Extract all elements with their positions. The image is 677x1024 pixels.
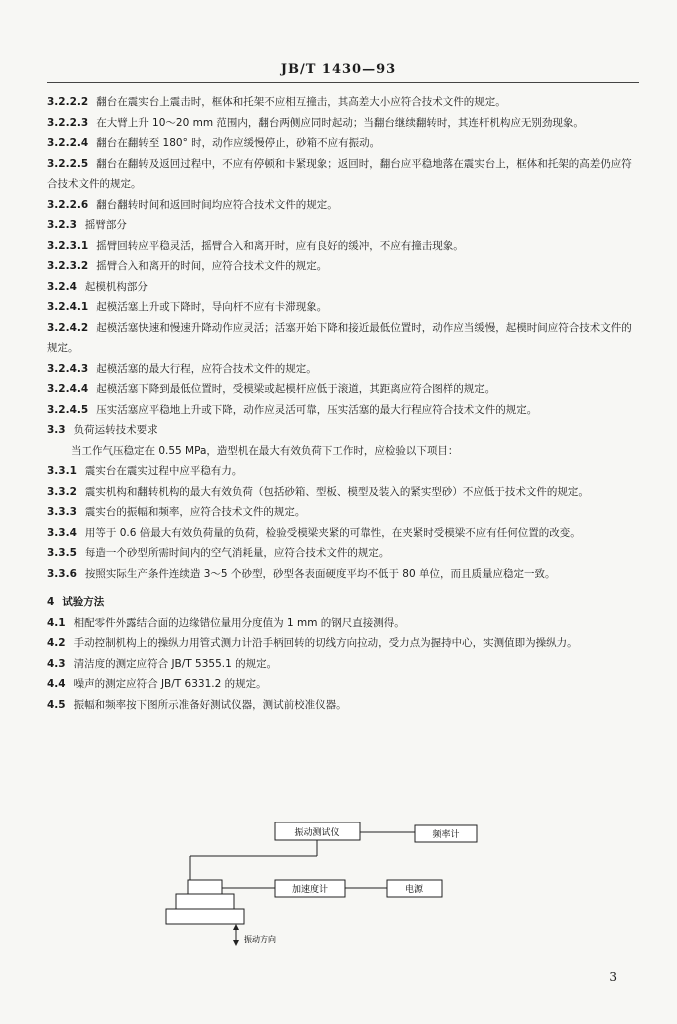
clause-number: 3.2.4.2 bbox=[47, 321, 89, 334]
clause-number: 3.2.3 bbox=[47, 219, 77, 231]
clause-number: 4 bbox=[47, 596, 55, 608]
paragraph bbox=[47, 502, 635, 523]
paragraph bbox=[47, 154, 635, 195]
paragraph bbox=[47, 523, 635, 544]
diagram-box-vibration-tester: 振动测试仪 bbox=[294, 828, 340, 838]
clause-text: 相配零件外露结合面的边缘错位量用分度值为 1 mm 的钢尺直接测得。 bbox=[73, 616, 405, 629]
sensor-block bbox=[188, 880, 222, 894]
paragraph bbox=[47, 420, 635, 441]
clause-text: 振幅和频率按下图所示准备好测试仪器，测试前校准仪器。 bbox=[73, 698, 347, 711]
standard-header: JB/T 1430—93 bbox=[280, 62, 397, 77]
clause-text: 压实活塞应平稳地上升或下降，动作应灵活可靠，压实活塞的最大行程应符合技术文件的规定。 bbox=[96, 403, 538, 416]
clause-text: 摇臂回转应平稳灵活，摇臂合入和离开时，应有良好的缓冲，不应有撞击现象。 bbox=[96, 239, 464, 252]
paragraph bbox=[47, 564, 635, 585]
document-body bbox=[47, 92, 635, 715]
paragraph bbox=[47, 613, 635, 634]
page-number: 3 bbox=[609, 970, 617, 984]
clause-text: 震实机构和翻转机构的最大有效负荷（包括砂箱、型板、模型及装入的紧实型砂）不应低于技术文件的规定。 bbox=[84, 485, 589, 498]
clause-text: 起模活塞的最大行程，应符合技术文件的规定。 bbox=[96, 362, 317, 375]
clause-number: 3.2.2.2 bbox=[47, 96, 89, 108]
clause-text: 清洁度的测定应符合 JB/T 5355.1 的规定。 bbox=[73, 657, 278, 670]
clause-number: 3.2.4.1 bbox=[47, 301, 89, 313]
paragraph bbox=[47, 92, 635, 113]
clause-text: 摇臂部分 bbox=[84, 219, 127, 231]
clause-number: 3.3 bbox=[47, 424, 66, 436]
clause-number: 3.2.3.2 bbox=[47, 260, 89, 272]
paragraph bbox=[47, 318, 635, 359]
clause-text: 起模活塞下降到最低位置时，受模梁或起模杆应低于滚道，其距离应符合图样的规定。 bbox=[96, 383, 496, 395]
clause-number: 3.3.5 bbox=[47, 547, 77, 559]
table-lower bbox=[166, 909, 244, 924]
clause-number: 4.2 bbox=[47, 637, 66, 649]
clause-text: 手动控制机构上的操纵力用管式测力计沿手柄回转的切线方向拉动，受力点为握持中心，实测值即为操纵力。 bbox=[73, 637, 578, 649]
paragraph bbox=[47, 277, 635, 298]
clause-text: 翻台在翻转及返回过程中，不应有停顿和卡紧现象；返回时，翻台应平稳地落在震实台上，框体和托架的高差仍应符合技术文件的规定。 bbox=[47, 157, 632, 190]
table-upper bbox=[176, 894, 234, 909]
clause-text: 在大臂上升 10～20 mm 范围内，翻台两侧应同时起动；当翻台继续翻转时，其连杆机构应无别劲现象。 bbox=[96, 116, 584, 129]
clause-number: 3.2.4.4 bbox=[47, 383, 89, 395]
clause-number: 4.4 bbox=[47, 678, 66, 690]
paragraph bbox=[47, 654, 635, 675]
paragraph bbox=[47, 379, 635, 400]
clause-text: 起模机构部分 bbox=[84, 280, 148, 293]
clause-number: 3.3.2 bbox=[47, 485, 77, 498]
diagram-box-power-supply: 电源 bbox=[404, 885, 424, 895]
clause-text: 翻台翻转时间和返回时间均应符合技术文件的规定。 bbox=[96, 198, 338, 211]
clause-number: 3.2.4.5 bbox=[47, 403, 89, 416]
clause-number: 3.2.2.6 bbox=[47, 198, 89, 211]
clause-text: 按照实际生产条件连续造 3～5 个砂型，砂型各表面硬度平均不低于 80 单位，而且质量应稳定一致。 bbox=[84, 567, 556, 580]
paragraph bbox=[47, 674, 635, 695]
paragraph bbox=[47, 236, 635, 257]
clause-text: 每造一个砂型所需时间内的空气消耗量，应符合技术文件的规定。 bbox=[84, 547, 390, 559]
clause-number: 3.2.4.3 bbox=[47, 362, 89, 375]
test-setup-diagram bbox=[150, 822, 480, 952]
clause-text: 震实台的振幅和频率，应符合技术文件的规定。 bbox=[84, 506, 306, 518]
paragraph bbox=[47, 592, 635, 613]
clause-number: 3.2.3.1 bbox=[47, 239, 89, 252]
clause-number: 4.5 bbox=[47, 698, 66, 711]
clause-text: 起模活塞快速和慢速升降动作应灵活；活塞开始下降和接近最低位置时，动作应当缓慢，起模时间应符合技术文件的规定。 bbox=[47, 321, 632, 354]
clause-number: 3.3.1 bbox=[47, 465, 77, 477]
header-rule bbox=[47, 82, 639, 83]
clause-text: 噪声的测定应符合 JB/T 6331.2 的规定。 bbox=[73, 678, 267, 690]
clause-text: 震实台在震实过程中应平稳有力。 bbox=[84, 465, 243, 477]
paragraph bbox=[47, 133, 635, 154]
paragraph bbox=[47, 633, 635, 654]
clause-text: 试验方法 bbox=[62, 596, 105, 608]
diagram-box-frequency-meter: 频率计 bbox=[432, 830, 460, 840]
clause-number: 3.2.4 bbox=[47, 280, 77, 293]
clause-number: 3.2.2.4 bbox=[47, 137, 89, 149]
paragraph bbox=[47, 113, 635, 134]
paragraph bbox=[47, 543, 635, 564]
clause-number: 3.3.3 bbox=[47, 506, 77, 518]
paragraph bbox=[47, 482, 635, 503]
paragraph bbox=[47, 195, 635, 216]
clause-text: 用等于 0.6 倍最大有效负荷量的负荷，检验受模梁夹紧的可靠性，在夹紧时受模梁不应有任何位置的改变。 bbox=[84, 526, 581, 539]
paragraph bbox=[47, 215, 635, 236]
paragraph bbox=[47, 695, 635, 716]
clause-text: 负荷运转技术要求 bbox=[73, 424, 158, 436]
clause-number: 3.3.4 bbox=[47, 526, 77, 539]
clause-text: 起模活塞上升或下降时，导向杆不应有卡滞现象。 bbox=[96, 301, 328, 313]
clause-text: 翻台在翻转至 180° 时，动作应缓慢停止，砂箱不应有振动。 bbox=[96, 137, 381, 149]
vibration-direction-label: 振动方向 bbox=[244, 935, 276, 944]
paragraph bbox=[47, 400, 635, 421]
clause-number: 3.3.6 bbox=[47, 567, 77, 580]
paragraph bbox=[47, 359, 635, 380]
diagram-box-accelerometer: 加速度计 bbox=[291, 885, 329, 895]
clause-number: 4.1 bbox=[47, 616, 66, 629]
paragraph bbox=[47, 461, 635, 482]
clause-text: 翻台在震实台上震击时，框体和托架不应相互撞击，其高差大小应符合技术文件的规定。 bbox=[96, 96, 506, 108]
clause-number: 3.2.2.5 bbox=[47, 157, 89, 170]
clause-number: 4.3 bbox=[47, 657, 66, 670]
clause-text: 摇臂合入和离开的时间，应符合技术文件的规定。 bbox=[96, 260, 328, 272]
paragraph bbox=[47, 297, 635, 318]
clause-number: 3.2.2.3 bbox=[47, 116, 89, 129]
paragraph bbox=[47, 256, 635, 277]
clause-text: 当工作气压稳定在 0.55 MPa，造型机在最大有效负荷下工作时，应检验以下项目： bbox=[71, 444, 459, 457]
paragraph bbox=[47, 441, 635, 462]
